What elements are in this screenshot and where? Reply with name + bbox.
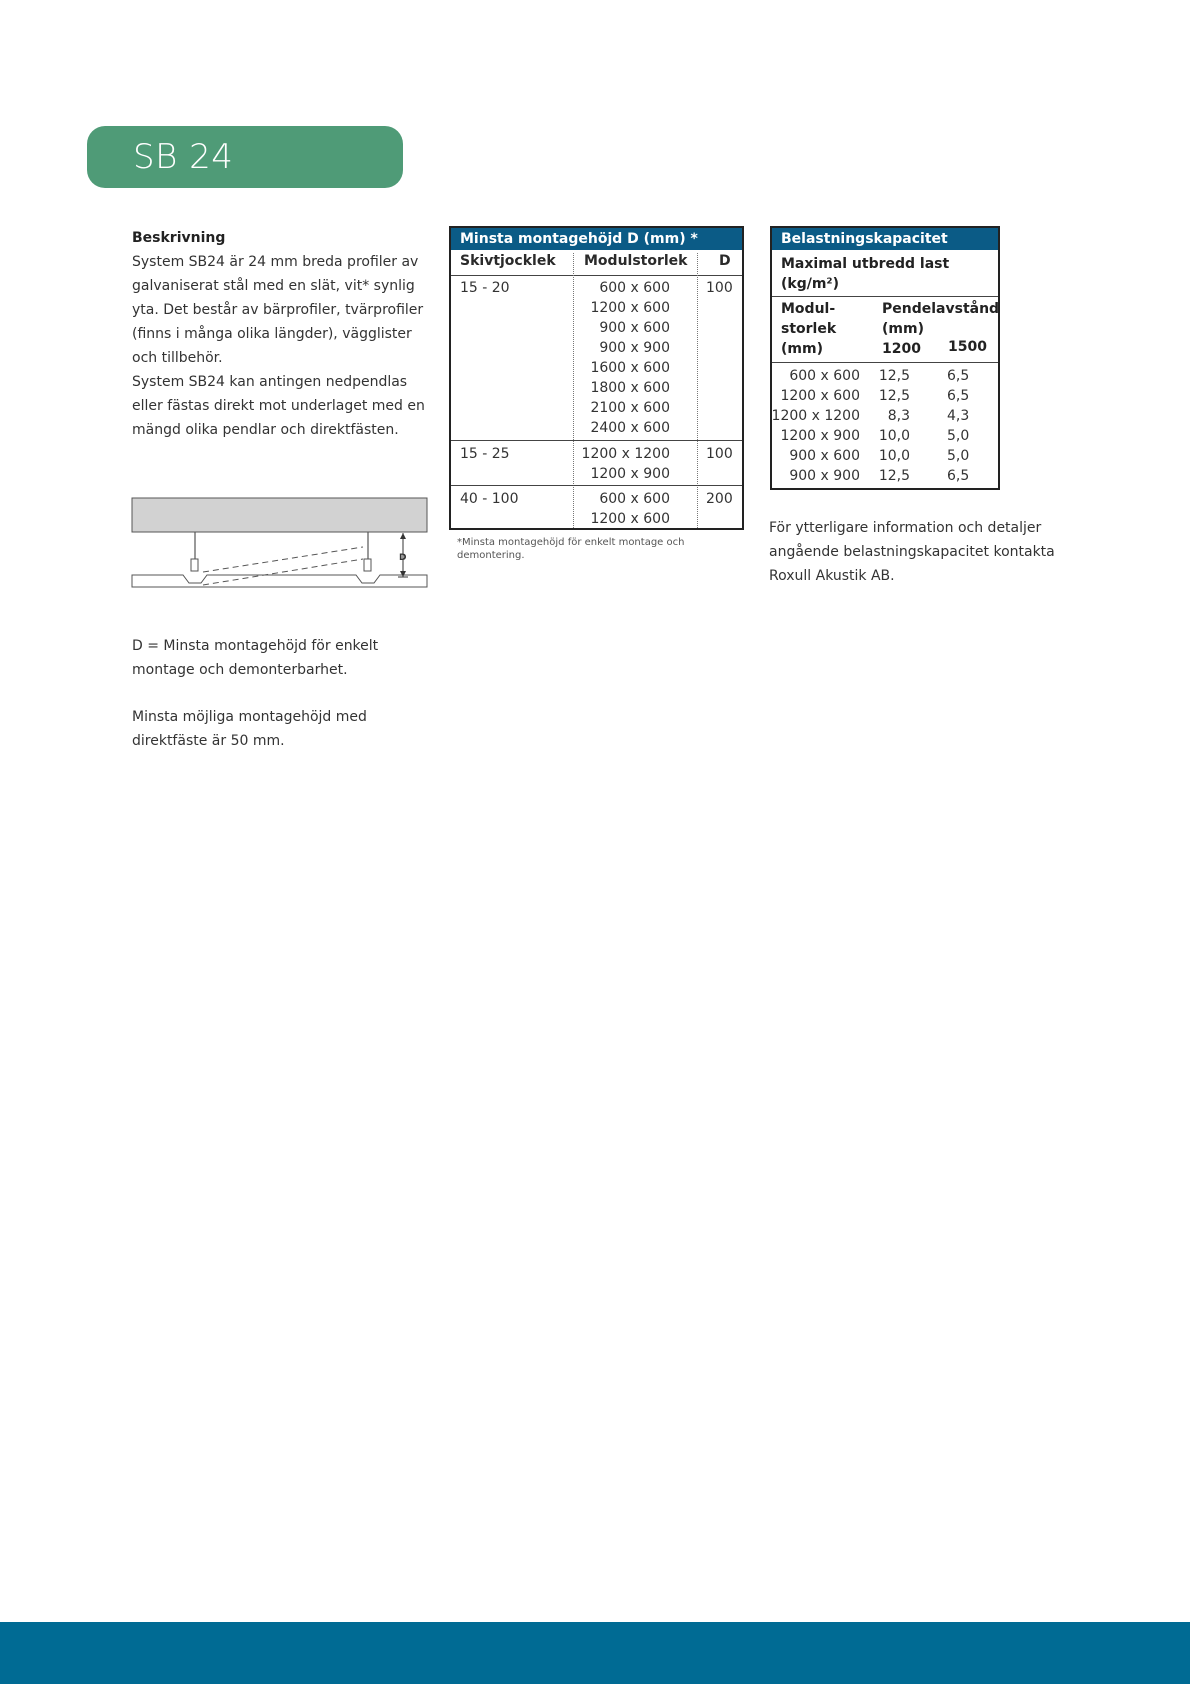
description-paragraph-2: System SB24 kan antingen nedpendlas eller fästas direkt mot underlaget med en mängd olika pendlar och direktfästen.	[132, 374, 425, 438]
description-paragraph-1: System SB24 är 24 mm breda profiler av galvaniserat stål med en slät, vit* synlig yta. Det består av bärprofiler, tvärprofiler (finns i många olika längder), vägglister och tillbehör.	[132, 254, 424, 366]
value-cell: 5,0	[947, 428, 970, 444]
d-value-cell: 200	[706, 491, 733, 507]
size-cell: 600 x 600	[789, 368, 860, 384]
value-cell: 10,0	[878, 448, 910, 464]
group-divider	[451, 440, 742, 441]
modul-label-2: storlek	[781, 321, 837, 337]
page-title: SB 24	[133, 137, 234, 177]
table1-column-header	[451, 250, 742, 276]
value-cell: 12,5	[878, 468, 910, 484]
d-value-cell: 100	[706, 280, 733, 296]
value-cell: 8,3	[887, 408, 910, 424]
description-heading: Beskrivning	[132, 230, 226, 246]
module-size-cell	[590, 489, 670, 529]
thickness-cell: 15 - 25	[460, 446, 510, 462]
value-cell: 6,5	[947, 388, 970, 404]
value-cell: 12,5	[878, 368, 910, 384]
module-size: 600 x 600	[599, 491, 670, 507]
pendel-1500-label: 1500	[948, 339, 987, 355]
mounting-height-table	[449, 226, 744, 530]
value-1200-column	[879, 366, 910, 486]
pendel-label-2: (mm)	[882, 321, 924, 337]
table1-header: Minsta montagehöjd D (mm) *	[451, 228, 742, 250]
module-size: 2100 x 600	[590, 400, 670, 416]
note-2: Minsta möjliga montagehöjd med direktfäste är 50 mm.	[132, 709, 367, 749]
table2-footnote: För ytterligare information och detaljer angående belastningskapacitet kontakta Roxull Akustik AB.	[769, 520, 1055, 584]
footer-bar	[0, 1622, 1190, 1684]
module-size: 1200 x 900	[590, 466, 670, 482]
note-1: D = Minsta montagehöjd för enkelt montage och demonterbarhet.	[132, 638, 379, 678]
value-cell: 5,0	[947, 448, 970, 464]
column-d: D	[719, 253, 731, 269]
size-cell: 900 x 600	[789, 448, 860, 464]
load-capacity-table	[770, 226, 1000, 490]
column-divider	[573, 253, 574, 528]
column-module-size: Modulstorlek	[584, 253, 688, 269]
grid-profile	[132, 575, 427, 587]
module-size: 1200 x 600	[590, 300, 670, 316]
value-cell: 6,5	[947, 468, 970, 484]
size-cell: 1200 x 1200	[771, 408, 860, 424]
module-size: 2400 x 600	[590, 420, 670, 436]
value-cell: 6,5	[947, 368, 970, 384]
size-cell: 1200 x 900	[780, 428, 860, 444]
dimension-label: D	[399, 553, 407, 563]
module-size: 600 x 600	[599, 280, 670, 296]
title-banner	[87, 126, 403, 188]
thickness-cell: 40 - 100	[460, 491, 519, 507]
table1-footnote: *Minsta montagehöjd för enkelt montage och demontering.	[457, 537, 685, 561]
value-1500-column	[947, 366, 969, 486]
modul-label-3: (mm)	[781, 341, 823, 357]
column-divider	[697, 253, 698, 528]
table2-subheader: Maximal utbredd last (kg/m²)	[781, 256, 950, 292]
clip-left	[191, 559, 198, 571]
d-value-cell: 100	[706, 446, 733, 462]
size-cell: 1200 x 600	[780, 388, 860, 404]
thickness-cell: 15 - 20	[460, 280, 510, 296]
table2-divider	[772, 362, 998, 363]
description-section	[132, 226, 432, 442]
clip-right	[364, 559, 371, 571]
ceiling-diagram	[131, 497, 431, 592]
value-cell: 12,5	[878, 388, 910, 404]
module-size: 900 x 600	[599, 320, 670, 336]
tile-tilt-top	[203, 547, 363, 572]
dimension-arrow-up	[400, 533, 406, 539]
module-size-cell	[582, 444, 670, 484]
size-cell: 900 x 900	[789, 468, 860, 484]
module-size: 1600 x 600	[590, 360, 670, 376]
module-size: 1200 x 600	[590, 511, 670, 527]
pendel-label-1: Pendelavstånd	[882, 301, 1000, 317]
size-column	[772, 366, 860, 486]
pendel-1200-label: 1200	[882, 341, 921, 357]
ceiling-slab	[132, 498, 427, 532]
module-size-cell	[590, 278, 670, 438]
group-divider	[451, 485, 742, 486]
table2-divider	[772, 296, 998, 297]
module-size: 1800 x 600	[590, 380, 670, 396]
value-cell: 4,3	[947, 408, 970, 424]
notes-section	[132, 634, 432, 776]
column-thickness: Skivtjocklek	[460, 253, 556, 269]
modul-label-1: Modul-	[781, 301, 836, 317]
table2-header: Belastningskapacitet	[772, 228, 998, 250]
value-cell: 10,0	[878, 428, 910, 444]
module-size: 1200 x 1200	[581, 446, 670, 462]
module-size: 900 x 900	[599, 340, 670, 356]
